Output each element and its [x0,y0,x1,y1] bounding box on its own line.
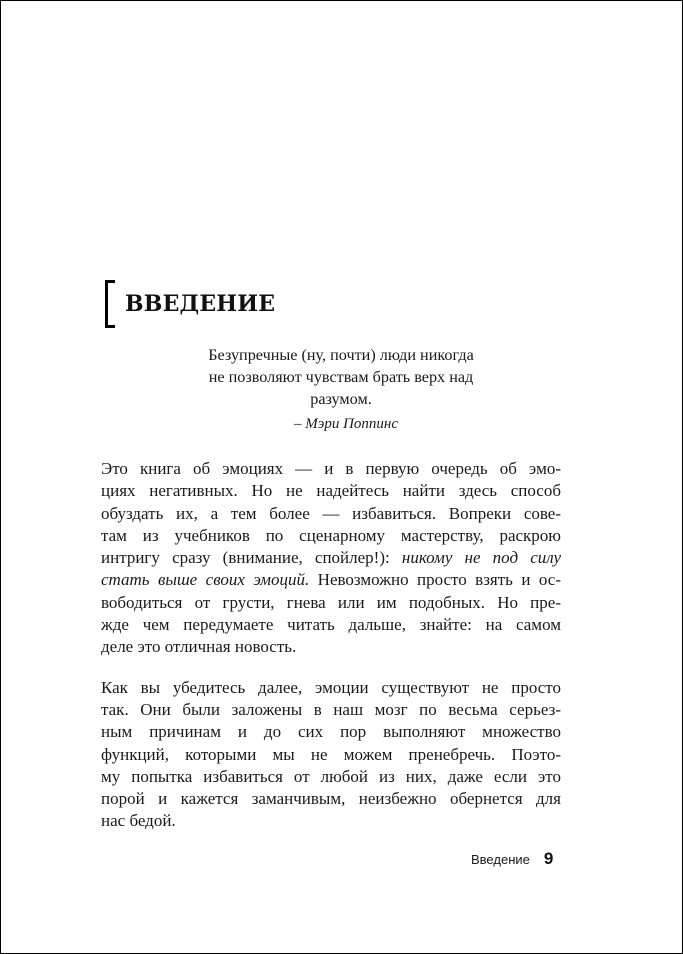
text-run: вободиться от грусти, гнева или им подобных. Но пре- [101,592,561,612]
paragraph [101,677,561,833]
chapter-heading [105,278,275,330]
text-run: жде чем передумаете читать дальше, знайте: на самом [101,615,561,635]
text-run: му попытка избавиться от любой из них, даже если это [101,766,561,786]
epigraph-line: Безупречные (ну, почти) люди никогда [208,346,474,364]
text-line [101,480,561,502]
text-run: деле это отличная новость. [101,637,297,657]
text-run: Как вы убедитесь далее, эмоции существуют не просто [101,677,561,697]
epigraph-author: – Мэри Поппинс [293,416,399,432]
text-run: Невозможно просто взять и ос- [309,570,561,590]
text-line [101,810,561,832]
text-run: порой и кажется заманчивым, неизбежно обернется для [101,789,561,809]
heading-bracket-ornament [105,280,115,328]
text-line [101,636,561,658]
epigraph [141,344,541,435]
text-line [101,721,561,743]
text-line [101,458,561,480]
text-run: функций, которыми мы не можем пренебречь. Поэто- [101,744,561,764]
text-run: ным причинам и до сих пор выполняют множество [101,722,561,742]
text-line [101,788,561,810]
body-text [101,458,561,851]
text-line [101,744,561,766]
text-line [101,766,561,788]
text-line [101,525,561,547]
chapter-title: ВВЕДЕНИЕ [125,291,276,317]
emphasis-text: никому не под силу [401,548,561,568]
emphasis-text: стать выше своих эмоций. [101,570,310,590]
epigraph-line: не позволяют чувствам брать верх над [208,368,474,386]
text-line [101,614,561,636]
page-number: 9 [543,849,554,868]
text-run: интригу сразу (внимание, спойлер!): [101,548,402,568]
epigraph-line: разумом. [310,390,372,408]
running-footer-section: Введение [471,852,530,867]
text-run: так. Они были заложены в наш мозг по весьма серьез- [101,699,561,719]
paragraph [101,458,561,659]
text-line [101,592,561,614]
text-line [101,569,561,591]
text-line [101,677,561,699]
text-run: нас бедой. [101,811,176,831]
text-run: там из учебников по сценарному мастерству, раскрою [101,525,561,545]
text-line [101,503,561,525]
text-line [101,547,561,569]
text-line [101,699,561,721]
text-run: Это книга об эмоциях — и в первую очередь об эмо- [101,459,561,478]
text-run: циях негативных. Но не надейтесь найти здесь способ [101,481,561,501]
page-footer [471,849,553,869]
text-run: обуздать их, а тем более — избавиться. Вопреки сове- [101,503,561,523]
